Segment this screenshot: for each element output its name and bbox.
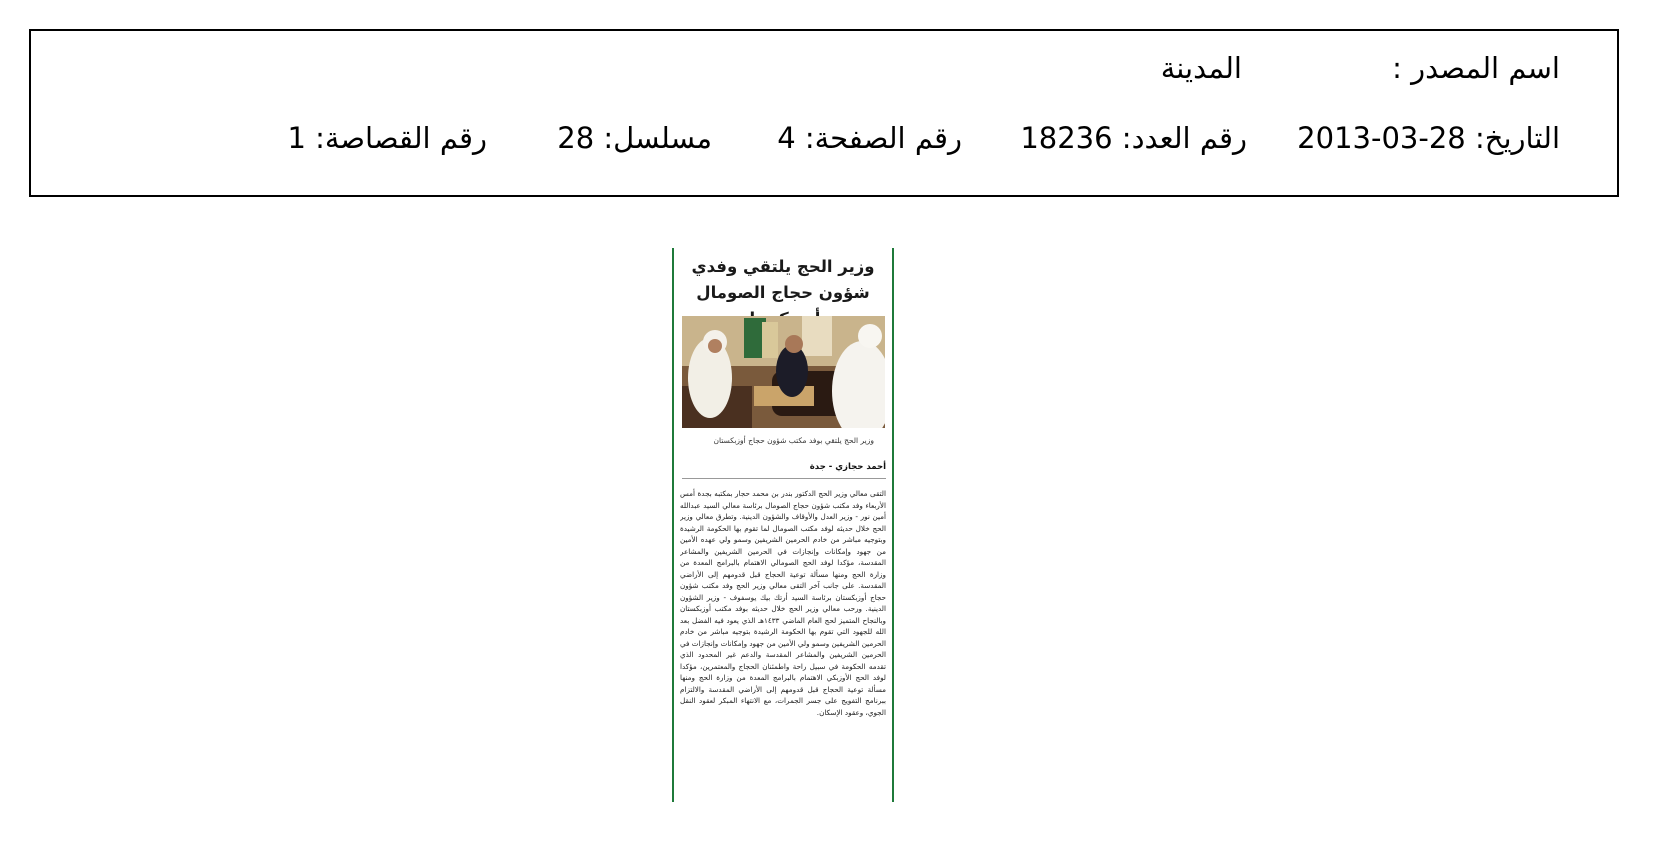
source-value: المدينة (1160, 51, 1242, 85)
date-field: التاريخ: 28-03-2013 (1297, 121, 1560, 155)
serial-field: مسلسل: 28 (557, 121, 712, 155)
byline-divider (682, 478, 886, 479)
source-label: اسم المصدر : (1392, 51, 1560, 85)
byline: أحمد حجازي - جدة (809, 462, 886, 472)
article-body: التقى معالي وزير الحج الدكتور بندر بن محمد حجار بمكتبه بجدة أمس الأربعاء وفد مكتب شؤون حجاج الصومال برئاسة معالي السيد عبدالله أمين نور - وزير العدل والأوقاف والشؤون الدينية. وتطرق معالي وزير الحج خلال حديثه لوفد مكتب الصومال لما تقوم بها الحكومة الرشيدة وبتوجيه مباشر من خادم الحرمين الشريفين وسمو ولي عهده الأمين من جهود وإمكانات وإنجازات في الحرمين الشريفين والمشاعر المقدسة، مؤكدا لوفد الحج الصومالي الاهتمام بالبرامج المعدة من وزارة الحج ومنها مسألة توعية الحجاج قبل قدومهم إلى الأراضي المقدسة. على جانب آخر التقى معالي وزير الحج وفد مكتب شؤون حجاج أوزبكستان برئاسة السيد أرتك بيك يوسفوف - وزير الشؤون الدينية. ورحب معالي وزير الحج خلال حديثه بوفد مكتب أوزبكستان وبالنجاح المتميز لحج العام الماضي ١٤٣٣هـ الذي يعود فيه الفضل بعد الله للجهود التي تقوم بها الحكومة الرشيدة بتوجيه مباشر من خادم الحرمين الشريفين وسمو ولي الأمين من جهود وإمكانات وإنجازات في الحرمين الشريفين والمشاعر المقدسة والدعم غير المحدود الذي تقدمه الحكومة في سبيل راحة واطمئنان الحجاج والمعتمرين، مؤكدا لوفد الحج الأوزبكي الاهتمام بالبرامج المعدة من وزارة الحج ومنها مسألة توعية الحجاج قبل قدومهم إلى الأراضي المقدسة والالتزام ببرنامج التفويج على جسر الجمرات، مع الانتهاء المبكر لعقود النقل الجوي، وعقود الإسكان. (680, 489, 886, 717)
issue-number-field: رقم العدد: 18236 (1020, 121, 1247, 155)
newspaper-clipping (672, 248, 894, 802)
details-row (31, 121, 1617, 161)
clipping-metadata-box (29, 29, 1619, 197)
right-border-rule (892, 248, 894, 802)
page-number-field: رقم الصفحة: 4 (777, 121, 962, 155)
article-headline: وزير الحج يلتقي وفدي شؤون حجاج الصومال (691, 257, 875, 302)
clip-number-field: رقم القصاصة: 1 (287, 121, 487, 155)
photo-caption: وزير الحج يلتقي بوفد مكتب شؤون حجاج أوزبكستان (713, 436, 874, 445)
left-border-rule (672, 248, 674, 802)
source-row (31, 51, 1617, 91)
article-photo (682, 316, 885, 428)
